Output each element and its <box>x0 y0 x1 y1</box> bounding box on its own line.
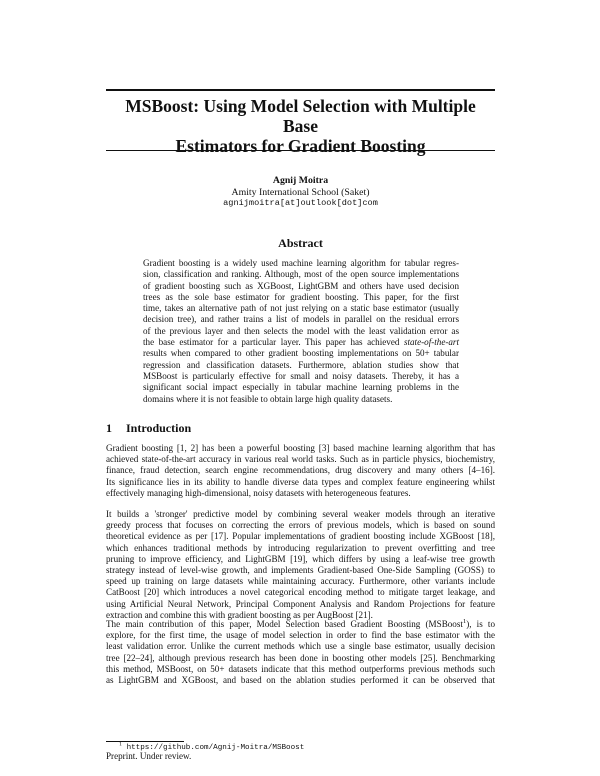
author-email: agnijmoitra[at]outlook[dot]com <box>223 198 378 208</box>
abstract-line: trees as the sole base estimator for gradient boosting. This paper, for the first <box>143 291 459 302</box>
abstract-line-text: the base estimator for a particular layer. This paper has achieved <box>143 337 400 348</box>
title-rule-bottom <box>106 150 495 151</box>
body-line: Gradient boosting [1, 2] has been a powerful boosting [3] based machine learning algorithm that has <box>106 443 495 453</box>
body-line-text: ), is to <box>466 619 495 629</box>
abstract-line: regression and classification datasets. Furthermore, ablation studies show that <box>143 359 459 370</box>
abstract-line: of gradient boosting such as XGBoost, LightGBM and others have used decision <box>143 280 459 291</box>
body-line-text: The main contribution of this paper, Model Selection based Gradient Boosting (MSBoost <box>106 619 463 629</box>
body-line: this method, MSBoost, on 50+ datasets indicate that this method outperforms previous methods such <box>106 663 495 674</box>
abstract-heading: Abstract <box>278 236 323 250</box>
abstract-text <box>143 258 459 405</box>
body-line: greedy process that focuses on correcting the errors of previous models, which is based on sound <box>106 520 495 531</box>
abstract-line: decision tree), and rather trains a list of models in parallel on the residual errors <box>143 314 459 325</box>
body-line: as LightGBM and XGBoost, and based on the ablation studies performed it can be observed that <box>106 675 495 686</box>
body-line: which enhances traditional methods by introducing regularization to prevent overfitting and tree <box>106 542 495 553</box>
body-line: CatBoost [20] which introduces a novel categorical encoding method to mitigate target leakage, and <box>106 587 495 598</box>
abstract-line <box>143 337 459 348</box>
body-line: tree [22–24], although previous research has been done in boosting other models [25]. Benchmarking <box>106 652 495 663</box>
body-line: achieved state-of-the-art accuracy in various real world tasks. Such as in particle physics, biochemistry, <box>106 454 495 465</box>
abstract-italic-term: state-of-the-art <box>403 337 459 348</box>
preprint-footer: Preprint. Under review. <box>106 751 192 761</box>
body-line <box>106 619 495 630</box>
title-line: MSBoost: Using Model Selection with Multiple Base <box>125 96 476 136</box>
intro-paragraph-2 <box>106 509 495 621</box>
body-line: extraction and combine this with gradient boosting as per AugBoost [21]. <box>106 609 373 620</box>
section-number: 1 <box>106 421 112 435</box>
abstract-line: MSBoost is particularly effective for small and noisy datasets. Thereby, it has a <box>143 370 459 381</box>
abstract-line: time, takes an alternative path of not just relying on a static base estimator (usually <box>143 303 459 314</box>
paper-title <box>106 96 495 156</box>
footnote-mark: 1 <box>119 741 122 748</box>
body-line: It builds a 'stronger' predictive model by combining several weaker models through an iterative <box>106 509 495 519</box>
footnote-ref[interactable]: 1 <box>462 619 467 625</box>
section-heading <box>106 421 191 436</box>
body-line: pruning to improve efficiency, and LightGBM [19], which differs by using a leaf-wise tree growth <box>106 553 495 564</box>
body-line: strategy instead of level-wise growth, and implements Gradient-based One-Side Sampling (GOSS) to <box>106 565 495 576</box>
title-rule-top <box>106 89 495 91</box>
intro-paragraph-1 <box>106 443 495 499</box>
section-title: Introduction <box>126 421 192 435</box>
body-line: speed up training on large datasets while maintaining accuracy. Furthermore, other variants include <box>106 576 495 587</box>
footnote-rule <box>106 741 184 742</box>
author-block <box>106 175 495 210</box>
title-line: Estimators for Gradient Boosting <box>175 136 426 156</box>
abstract-line: of the previous layer and then selects the model with the least validation error as <box>143 325 459 336</box>
body-line: using Artificial Neural Network, Principal Component Analysis and Random Projections for feature <box>106 598 495 609</box>
body-line: Its significance lies in its ability to handle diverse data types and complex feature engineering whilst <box>106 476 495 487</box>
abstract-line: sion, classification and ranking. Although, most of the open source implementations <box>143 269 459 280</box>
footnote-url[interactable]: https://github.com/Agnij-Moitra/MSBoost <box>126 744 305 752</box>
abstract-line: significant social impact especially in tabular machine learning problems in the <box>143 382 459 393</box>
body-line: finance, fraud detection, search engine recommendations, drug discovery and many others [4–16]. <box>106 465 495 476</box>
author-name: Agnij Moitra <box>272 175 329 186</box>
abstract-line: Gradient boosting is a widely used machine learning algorithm for tabular regres- <box>143 258 459 268</box>
body-line: effectively managing high-dimensional, noisy datasets with heterogeneous features. <box>106 487 411 498</box>
body-line: explore, for the first time, the usage of model selection in order to find the base estimator with the <box>106 630 495 641</box>
intro-paragraph-3 <box>106 619 495 686</box>
abstract-line: domains where it is not feasible to obtain large high quality datasets. <box>143 393 393 404</box>
body-line: theoretical evidence as per [17]. Popular implementations of gradient boosting include XGBoost [18], <box>106 531 495 542</box>
abstract-line: results when compared to other gradient boosting implementations on 50+ tabular <box>143 348 459 359</box>
author-affiliation: Amity International School (Saket) <box>231 186 370 198</box>
body-line: least validation error. Unlike the current methods which use a single base estimator, usually decision <box>106 641 495 652</box>
